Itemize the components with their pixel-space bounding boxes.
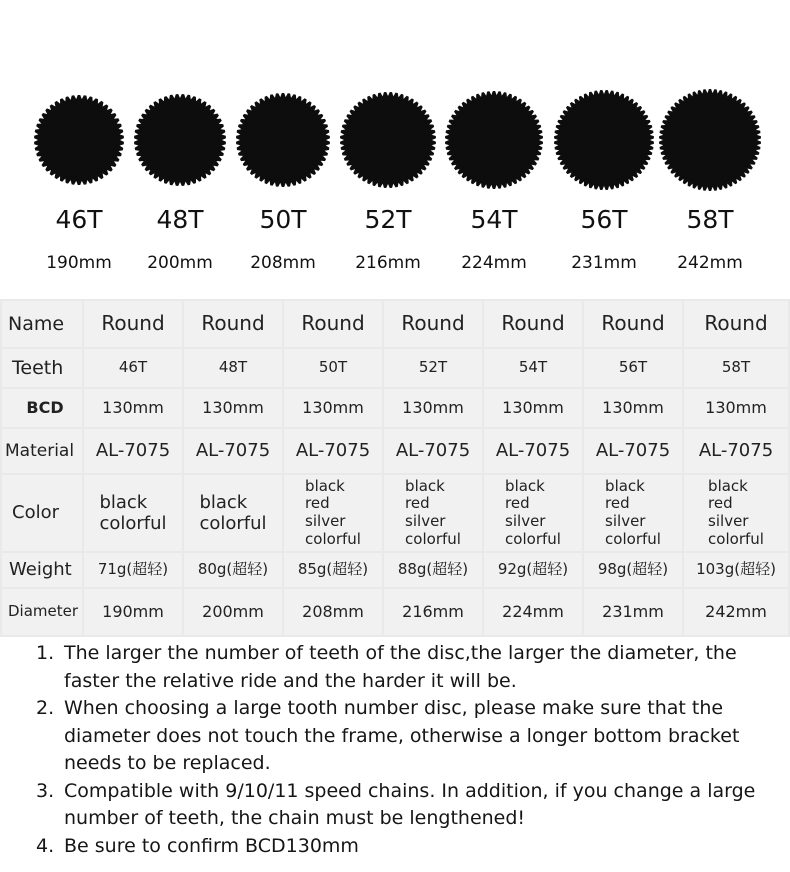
- cell-color: [684, 475, 788, 551]
- chainring-item: [128, 0, 232, 273]
- note-number: 1.: [36, 642, 55, 664]
- color-option: black: [99, 491, 148, 513]
- row-header-material: Material: [2, 429, 82, 473]
- chainring-item: [27, 0, 131, 273]
- row-header-name: Name: [2, 301, 82, 347]
- note-item: [36, 833, 776, 861]
- color-option: silver: [305, 512, 346, 530]
- cell-weight: 92g(超轻): [484, 553, 582, 587]
- color-option: colorful: [505, 529, 561, 548]
- chainring-teeth-label: 58T: [686, 205, 734, 234]
- color-option: red: [405, 494, 430, 513]
- chainring-icon: [27, 0, 131, 200]
- chainring-teeth-label: 56T: [580, 205, 628, 234]
- chainring-icon: [128, 0, 232, 200]
- color-option: red: [708, 494, 733, 513]
- cell-material: AL-7075: [584, 429, 682, 473]
- cell-diameter: 224mm: [484, 589, 582, 635]
- cell-name: Round: [84, 301, 182, 347]
- cell-teeth: 56T: [584, 349, 682, 387]
- cell-name: Round: [184, 301, 282, 347]
- cell-color: [184, 475, 282, 551]
- cell-teeth: 52T: [384, 349, 482, 387]
- color-option: silver: [505, 512, 546, 530]
- cell-diameter: 231mm: [584, 589, 682, 635]
- chainring-diameter-label: 242mm: [677, 253, 743, 273]
- cell-color: [484, 475, 582, 551]
- chainring-row: [0, 0, 790, 290]
- color-option: colorful: [199, 513, 267, 534]
- color-option: silver: [708, 512, 749, 530]
- color-option: black: [405, 476, 445, 495]
- cell-weight: 85g(超轻): [284, 553, 382, 587]
- chainring-diameter-label: 224mm: [461, 253, 527, 273]
- cell-teeth: 54T: [484, 349, 582, 387]
- chainring-teeth-label: 48T: [156, 205, 204, 234]
- cell-color: [384, 475, 482, 551]
- note-text: Be sure to confirm BCD130mm: [64, 834, 359, 857]
- chainring-item: [442, 0, 546, 273]
- color-option: colorful: [305, 529, 361, 548]
- cell-name: Round: [284, 301, 382, 347]
- chainring-item: [231, 0, 335, 273]
- cell-teeth: 50T: [284, 349, 382, 387]
- chainring-item: [552, 0, 656, 273]
- chainring-diameter-label: 231mm: [571, 253, 637, 273]
- note-item: [36, 695, 776, 778]
- cell-weight: 88g(超轻): [384, 553, 482, 587]
- chainring-teeth-label: 50T: [259, 205, 307, 234]
- cell-bcd: 130mm: [184, 389, 282, 427]
- cell-diameter: 242mm: [684, 589, 788, 635]
- cell-name: Round: [684, 301, 788, 347]
- color-option: colorful: [708, 529, 764, 548]
- note-text: When choosing a large tooth number disc, please make sure that the diameter does not touch the frame, otherwise a longer bottom bracket needs to be replaced.: [64, 697, 740, 774]
- cell-teeth: 48T: [184, 349, 282, 387]
- cell-teeth: 46T: [84, 349, 182, 387]
- cell-weight: 80g(超轻): [184, 553, 282, 587]
- color-option: colorful: [605, 529, 661, 548]
- cell-diameter: 190mm: [84, 589, 182, 635]
- chainring-teeth-label: 54T: [470, 205, 518, 234]
- chainring-diameter-label: 208mm: [250, 253, 316, 273]
- chainring-icon: [658, 0, 762, 200]
- cell-diameter: 216mm: [384, 589, 482, 635]
- cell-bcd: 130mm: [84, 389, 182, 427]
- cell-bcd: 130mm: [684, 389, 788, 427]
- chainring-teeth-label: 46T: [55, 205, 103, 234]
- chainring-diameter-label: 200mm: [147, 253, 213, 273]
- cell-material: AL-7075: [84, 429, 182, 473]
- cell-bcd: 130mm: [484, 389, 582, 427]
- note-item: [36, 778, 776, 833]
- cell-color: [84, 475, 182, 551]
- cell-bcd: 130mm: [284, 389, 382, 427]
- cell-diameter: 200mm: [184, 589, 282, 635]
- chainring-teeth-label: 52T: [364, 205, 412, 234]
- cell-bcd: 130mm: [384, 389, 482, 427]
- chainring-icon: [552, 0, 656, 200]
- color-option: silver: [605, 512, 646, 530]
- cell-material: AL-7075: [684, 429, 788, 473]
- color-option: silver: [405, 512, 446, 530]
- cell-material: AL-7075: [384, 429, 482, 473]
- notes-list: [36, 640, 776, 860]
- color-option: black: [505, 476, 545, 495]
- cell-color: [284, 475, 382, 551]
- chainring-icon: [231, 0, 335, 200]
- chainring-icon: [442, 0, 546, 200]
- spec-table: [0, 299, 790, 637]
- cell-name: Round: [584, 301, 682, 347]
- color-option: red: [305, 494, 330, 513]
- note-item: [36, 640, 776, 695]
- cell-color: [584, 475, 682, 551]
- cell-name: Round: [484, 301, 582, 347]
- row-header-weight: Weight: [2, 553, 82, 587]
- color-option: colorful: [99, 513, 167, 534]
- chainring-icon: [336, 0, 440, 200]
- chainring-diameter-label: 190mm: [46, 253, 112, 273]
- note-text: The larger the number of teeth of the disc,the larger the diameter, the faster the relative ride and the harder it will be.: [64, 642, 737, 692]
- cell-material: AL-7075: [184, 429, 282, 473]
- note-text: Compatible with 9/10/11 speed chains. In addition, if you change a large number of teeth, the chain must be lengthened!: [64, 779, 756, 829]
- note-number: 2.: [36, 697, 55, 719]
- cell-teeth: 58T: [684, 349, 788, 387]
- color-option: black: [305, 476, 345, 495]
- cell-bcd: 130mm: [584, 389, 682, 427]
- row-header-teeth: Teeth: [2, 349, 82, 387]
- cell-diameter: 208mm: [284, 589, 382, 635]
- cell-weight: 103g(超轻): [684, 553, 788, 587]
- color-option: colorful: [405, 529, 461, 548]
- cell-name: Round: [384, 301, 482, 347]
- note-number: 4.: [36, 834, 55, 857]
- row-header-bcd: BCD: [2, 389, 82, 427]
- row-header-color: Color: [2, 475, 82, 551]
- row-header-diameter: Diameter: [2, 589, 82, 635]
- note-number: 3.: [36, 779, 55, 802]
- color-option: black: [708, 476, 748, 495]
- color-option: black: [199, 491, 248, 513]
- cell-material: AL-7075: [484, 429, 582, 473]
- chainring-item: [658, 0, 762, 273]
- cell-material: AL-7075: [284, 429, 382, 473]
- chainring-diameter-label: 216mm: [355, 253, 421, 273]
- color-option: black: [605, 476, 645, 495]
- color-option: red: [605, 494, 630, 513]
- chainring-item: [336, 0, 440, 273]
- cell-weight: 98g(超轻): [584, 553, 682, 587]
- cell-weight: 71g(超轻): [84, 553, 182, 587]
- color-option: red: [505, 494, 530, 513]
